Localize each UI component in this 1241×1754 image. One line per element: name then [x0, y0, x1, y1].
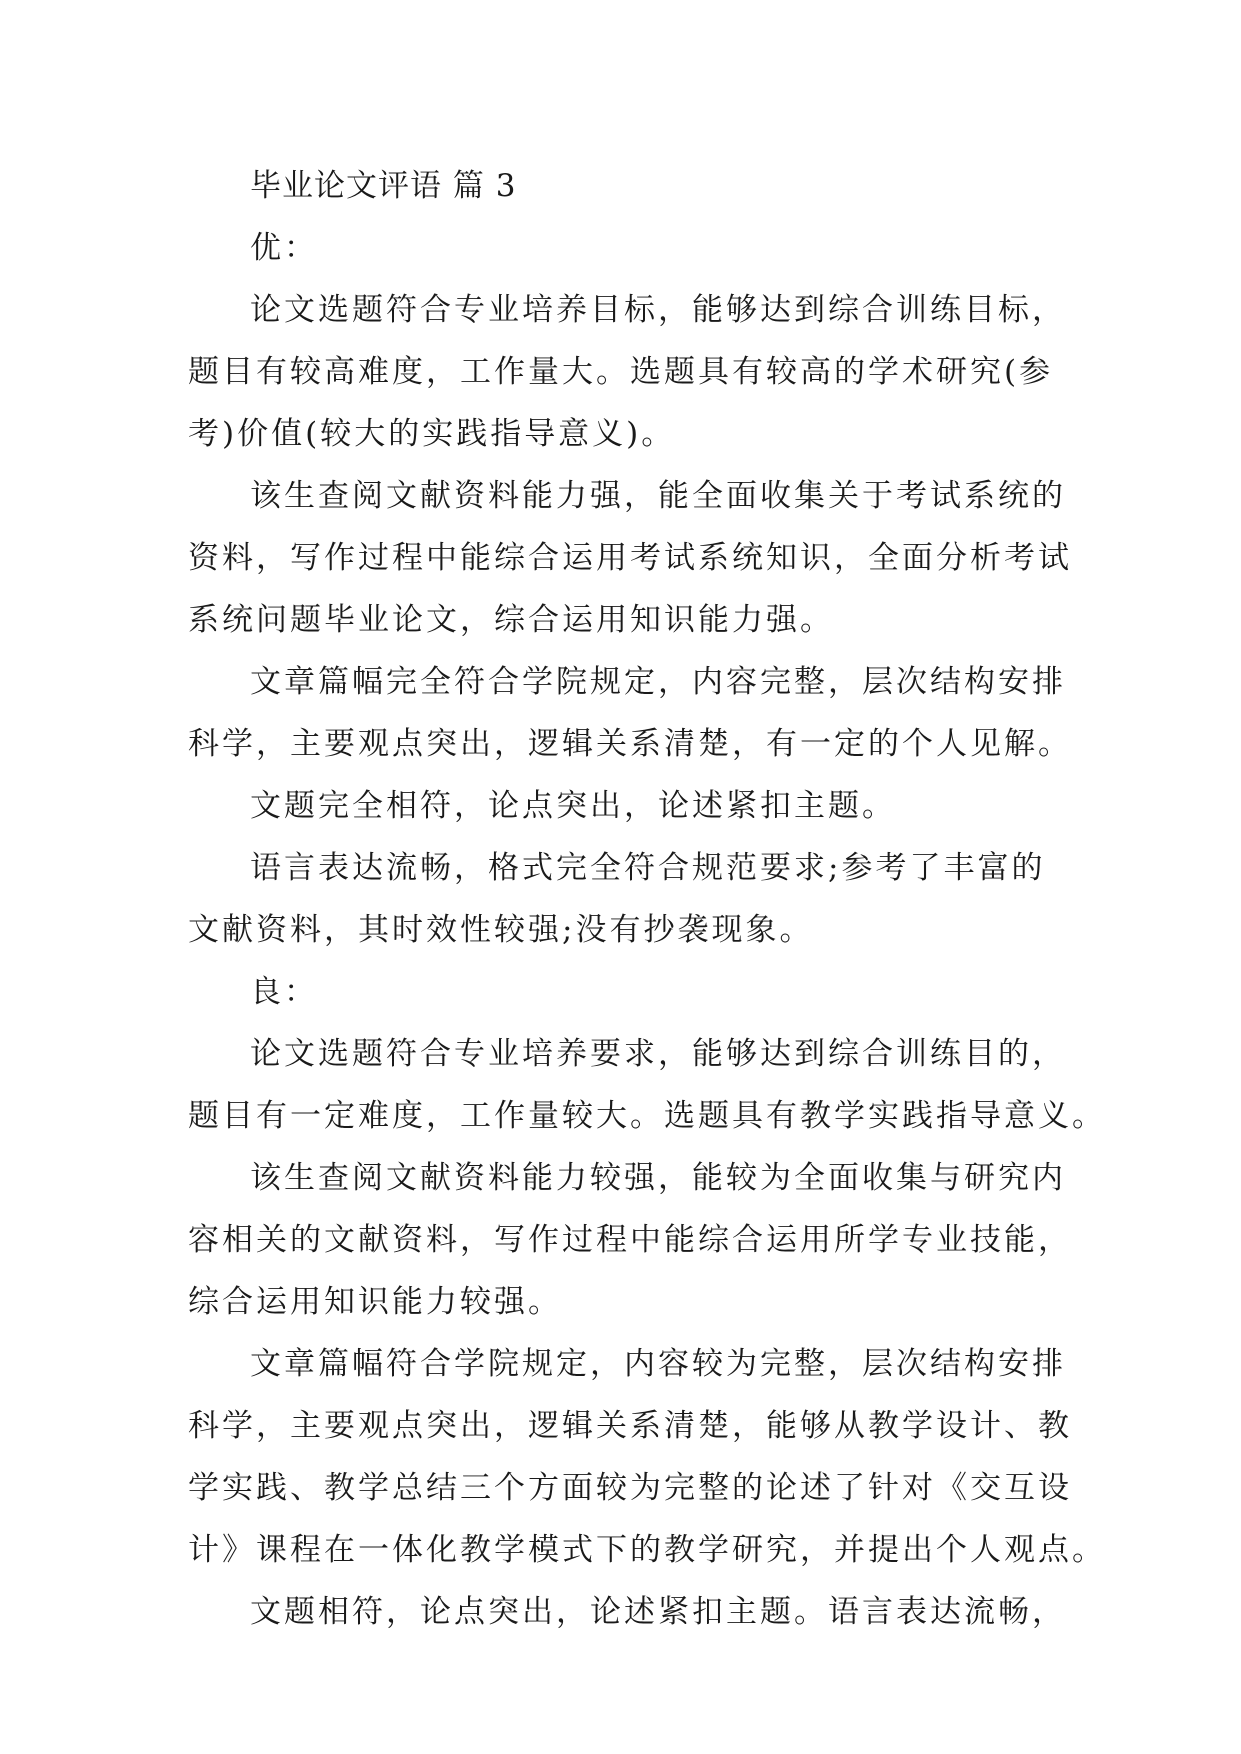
grade-heading-good: 良：: [250, 974, 318, 1010]
grade-heading-excellent: 优：: [250, 230, 318, 266]
paragraph-line: 文题完全相符，论点突出，论述紧扣主题。: [250, 788, 896, 824]
paragraph-line: 综合运用知识能力较强。: [188, 1284, 562, 1320]
paragraph-line: 题目有一定难度，工作量较大。选题具有教学实践指导意义。: [188, 1098, 1106, 1134]
paragraph-line: 科学，主要观点突出，逻辑关系清楚，有一定的个人见解。: [188, 726, 1072, 762]
paragraph-line: 论文选题符合专业培养目标，能够达到综合训练目标，: [250, 292, 1066, 328]
paragraph-line: 文章篇幅完全符合学院规定，内容完整，层次结构安排: [250, 664, 1066, 700]
paragraph-line: 学实践、教学总结三个方面较为完整的论述了针对《交互设: [188, 1470, 1072, 1506]
paragraph-line: 系统问题毕业论文，综合运用知识能力强。: [188, 602, 834, 638]
paragraph-line: 该生查阅文献资料能力强，能全面收集关于考试系统的: [250, 478, 1066, 514]
paragraph-line: 资料，写作过程中能综合运用考试系统知识，全面分析考试: [188, 540, 1072, 576]
paragraph-line: 科学，主要观点突出，逻辑关系清楚，能够从教学设计、教: [188, 1408, 1072, 1444]
paragraph-line: 论文选题符合专业培养要求，能够达到综合训练目的，: [250, 1036, 1066, 1072]
paragraph-line: 考)价值(较大的实践指导意义)。: [188, 416, 676, 452]
paragraph-line: 文献资料，其时效性较强;没有抄袭现象。: [188, 912, 814, 948]
document-body: [188, 155, 1106, 1643]
paragraph-line: 该生查阅文献资料能力较强，能较为全面收集与研究内: [250, 1160, 1066, 1196]
paragraph-line: 题目有较高难度，工作量大。选题具有较高的学术研究(参: [188, 354, 1054, 390]
paragraph-line: 文章篇幅符合学院规定，内容较为完整，层次结构安排: [250, 1346, 1066, 1382]
paragraph-line: 语言表达流畅，格式完全符合规范要求;参考了丰富的: [250, 850, 1046, 886]
paragraph-line: 容相关的文献资料，写作过程中能综合运用所学专业技能，: [188, 1222, 1072, 1258]
section-title: 毕业论文评语 篇 3: [250, 168, 517, 204]
paragraph-line: 计》课程在一体化教学模式下的教学研究，并提出个人观点。: [188, 1532, 1106, 1568]
paragraph-line: 文题相符，论点突出，论述紧扣主题。语言表达流畅，: [250, 1594, 1066, 1630]
